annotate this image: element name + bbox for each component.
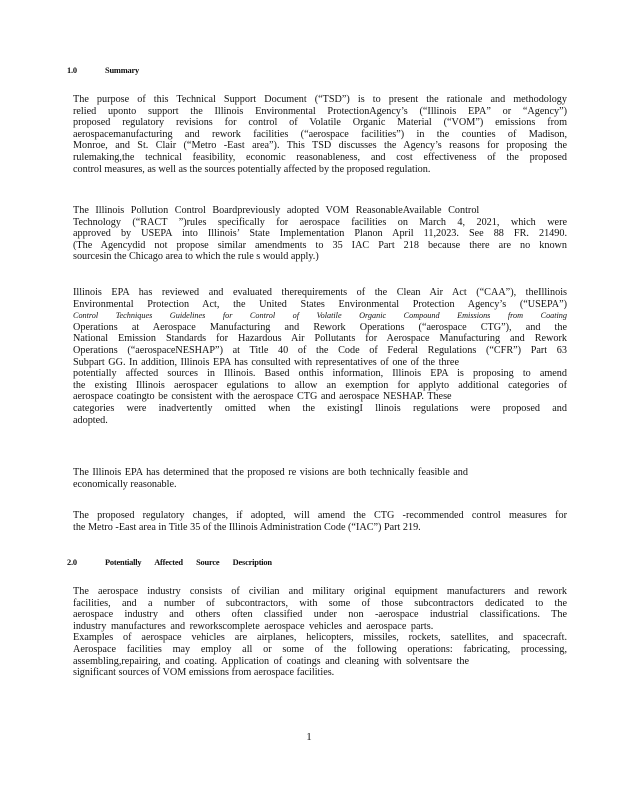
- text-line: significant sources of VOM emissions from aerospace facilities.: [73, 667, 335, 679]
- text-line: facilities, and a number of subcontractors, with some of those subcontractors dedicated to the: [73, 597, 567, 609]
- paragraph-ract-rules: [73, 205, 567, 263]
- section-title: Summary: [105, 66, 139, 75]
- text-line: Illinois EPA has reviewed and evaluated therequirements of the Clean Air Act (“CAA”), theIllinois: [73, 287, 567, 298]
- text-line: Subpart GG. In addition, Illinois EPA has consulted with representatives of one of the three: [73, 356, 459, 368]
- text-line: relied uponto support the Illinois Environmental ProtectionAgency’s (“Illinois EPA” or “Agency”): [73, 105, 567, 117]
- paragraph-aerospace-industry: [73, 586, 567, 679]
- section-number: 2.0: [67, 558, 77, 567]
- text-line: aerospace coatingto be consistent with the aerospace CTG and aerospace NESHAP. These: [73, 391, 452, 403]
- paragraph-purpose: [73, 94, 567, 175]
- text-line: Operations (“aerospaceNESHAP”) at Title 40 of the Code of Federal Regulations (“CFR”) Part 63: [73, 344, 567, 356]
- paragraph-review: [73, 287, 567, 426]
- section-heading-affected-sources: [67, 558, 272, 567]
- text-line: adopted.: [73, 414, 108, 426]
- text-line: The Illinois EPA has determined that the proposed re visions are both technically feasible and: [73, 467, 468, 478]
- paragraph-proposed-changes: [73, 510, 567, 533]
- text-line: National Emission Standards for Hazardous Air Pollutants for Aerospace Manufacturing and Rework: [73, 333, 567, 345]
- text-line: aerospace industry and others often classified under non -aerospace industrial classifications. The: [73, 609, 567, 621]
- text-line: Technology (“RACT ”)rules specifically for aerospace facilities on March 4, 2021, which were: [73, 216, 567, 228]
- text-line: categories were inadvertently omitted when the existingI llinois regulations were proposed and: [73, 402, 567, 414]
- text-line: Aerospace facilities may employ all or some of the following operations: fabricating, processing,: [73, 643, 567, 655]
- text-line: Operations at Aerospace Manufacturing and Rework Operations (“aerospace CTG”), and the: [73, 321, 567, 333]
- text-line: Monroe, and St. Clair (“Metro -East area”). This TSD discusses the Agency’s reasons for proposing the: [73, 140, 567, 152]
- text-line: approved by USEPA into Illinois’ State Implementation Planon April 11,2023. See 88 FR. 21490.: [73, 228, 567, 240]
- section-number: 1.0: [67, 66, 77, 75]
- section-title: Potentially Affected Source Description: [105, 558, 272, 567]
- text-line-italic: Control Techniques Guidelines for Control of Volatile Organic Compound Emissions from Coating: [73, 311, 567, 321]
- text-line: The purpose of this Technical Support Document (“TSD”) is to present the rationale and methodology: [73, 94, 567, 105]
- text-line: industry manufactures and reworkscomplete aerospace vehicles and aerospace parts.: [73, 620, 434, 632]
- text-line: The proposed regulatory changes, if adopted, will amend the CTG -recommended control measures for: [73, 510, 567, 521]
- text-line: control measures, as well as the sources potentially affected by the proposed regulation.: [73, 163, 431, 175]
- text-line: sourcesin the Chicago area to which the rule s would apply.): [73, 251, 319, 263]
- text-line: potentially affected sources in Illinois. Based onthis information, Illinois EPA is proposing to amend: [73, 368, 567, 380]
- page-number: 1: [306, 731, 312, 743]
- text-line: the Metro -East area in Title 35 of the Illinois Administration Code (“IAC”) Part 219.: [73, 521, 421, 533]
- text-line: The aerospace industry consists of civilian and military original equipment manufacturers and rework: [73, 586, 567, 597]
- text-line: proposed regulatory revisions for control of Volatile Organic Material (“VOM”) emissions from: [73, 117, 567, 129]
- text-line: Environmental Protection Act, the United States Environmental Protection Agency’s (“USEPA”): [73, 298, 567, 310]
- text-line: assembling,repairing, and coating. Application of coatings and cleaning with solventsare the: [73, 655, 469, 667]
- text-line: the existing Illinois aerospacer egulations to allow an exemption for applyto additional categories of: [73, 379, 567, 391]
- text-line: economically reasonable.: [73, 478, 177, 490]
- text-line: Examples of aerospace vehicles are airplanes, helicopters, missiles, rockets, satellites, and spacecraft.: [73, 632, 567, 644]
- text-line: (The Agencydid not propose similar amendments to 35 IAC Part 218 because there are no known: [73, 239, 567, 251]
- text-line: The Illinois Pollution Control Boardpreviously adopted VOM ReasonableAvailable Control: [73, 205, 480, 216]
- text-line: rulemaking,the technical feasibility, economic reasonableness, and cost effectiveness of the proposed: [73, 151, 567, 163]
- paragraph-determination: [73, 467, 567, 490]
- text-line: aerospacemanufacturing and rework facilities (“aerospace facilities”) in the counties of Madison,: [73, 128, 567, 140]
- section-heading-summary: [67, 66, 139, 75]
